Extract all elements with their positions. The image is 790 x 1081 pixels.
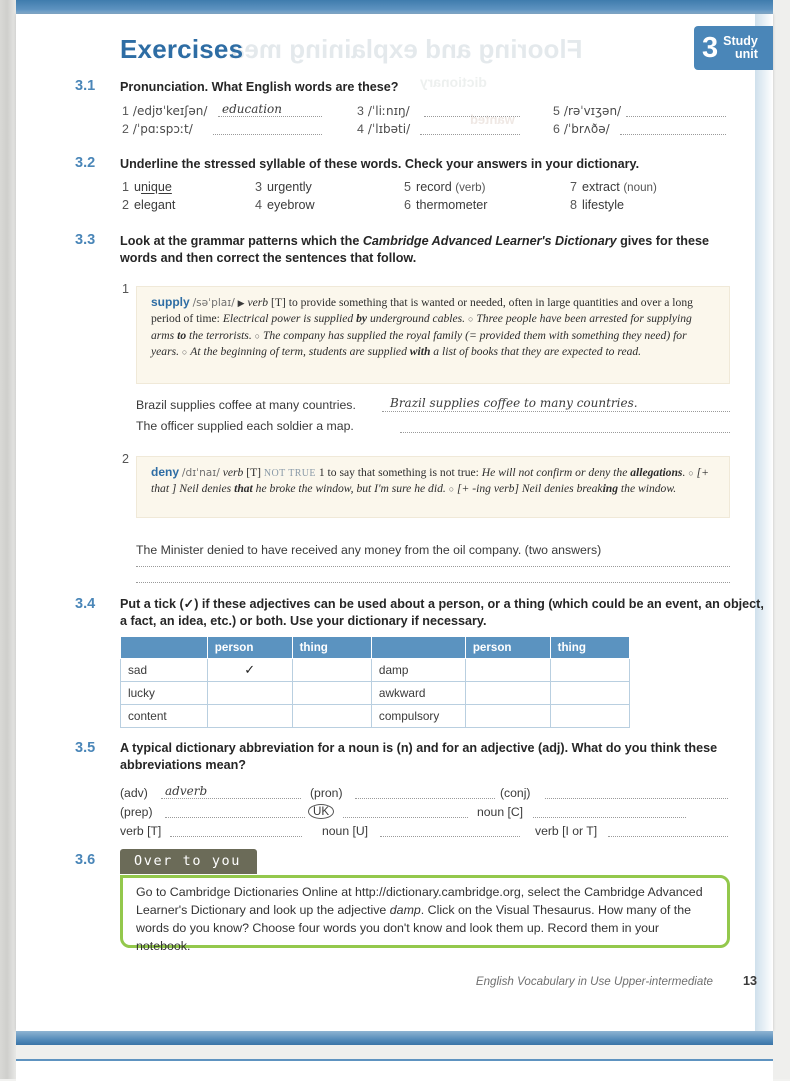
triangle-icon: ▶: [237, 298, 245, 308]
cell-word-left: sad: [121, 659, 208, 682]
stress-word-1[interactable]: [122, 180, 172, 194]
table-row: [121, 659, 630, 682]
ghost-text-tertiary: wanted: [470, 112, 515, 127]
sentence-text: The Minister denied to have received any money from the oil company. (two answers): [136, 543, 602, 557]
cell-thing-right[interactable]: [550, 659, 629, 682]
exercise-prompt-3-2: Underline the stressed syllable of these words. Check your answers in your dictionary.: [120, 157, 640, 171]
abbrev-line-pron[interactable]: [355, 798, 495, 799]
item-number: 2: [122, 198, 130, 212]
exercise-prompt-3-3: [120, 233, 740, 266]
unit-number: 3: [702, 31, 719, 64]
cell-word-right: compulsory: [371, 705, 465, 728]
stress-word-2[interactable]: [122, 198, 175, 212]
example-separator-icon: ○: [181, 347, 188, 358]
dict-ipa: /səˈplaɪ/: [192, 297, 235, 309]
item-number: 5: [553, 104, 560, 118]
otu-text-italic-word: damp: [389, 903, 421, 917]
pron-item-3: [357, 104, 410, 118]
table-header-blank-right: [371, 637, 465, 659]
dict-example-2b: he broke the window, but I'm sure he did.: [252, 482, 446, 496]
dict-definition: to say that something is not true:: [327, 466, 479, 479]
abbrev-line-conj[interactable]: [545, 798, 728, 799]
dict-example-4-bold: with: [409, 345, 431, 359]
item-number: 1: [122, 180, 130, 194]
page-title: Exercises: [120, 34, 244, 64]
item-number: 4: [255, 198, 263, 212]
cell-person-right[interactable]: [465, 705, 550, 728]
dict-example-1-bold: by: [356, 312, 368, 326]
exercise-number-3-1: 3.1: [75, 78, 96, 94]
pron-answer-line-3[interactable]: [424, 116, 520, 117]
abbrev-answer-adv[interactable]: adverb: [165, 784, 208, 798]
abbrev-label-noun-c: noun [C]: [477, 805, 524, 819]
unit-label-line2: unit: [734, 47, 758, 61]
cell-thing-right[interactable]: [550, 682, 629, 705]
correct-sentence-line-1[interactable]: [382, 411, 730, 412]
stress-word-7[interactable]: [570, 180, 657, 194]
exercise-number-3-3: 3.3: [75, 232, 96, 248]
word-text: elegant: [134, 198, 176, 212]
dict-pos: verb: [222, 466, 244, 479]
abbrev-label-conj: (conj): [500, 786, 531, 800]
abbrev-line-noun-u[interactable]: [380, 836, 520, 837]
word-pos: (verb): [455, 181, 486, 194]
item-number: 4: [357, 122, 364, 136]
abbrev-label-adv: (adv): [120, 786, 148, 800]
dict-example-1a: Electrical power is supplied: [222, 312, 357, 326]
word-prefix: u: [134, 180, 142, 194]
phonetic-transcription: /rəˈvɪʒən/: [563, 104, 622, 118]
item-number: 2: [122, 122, 129, 136]
dict-definition: to provide something that is wanted or needed, often in large quantities and over a long period of time:: [151, 296, 693, 326]
abbrev-line-noun-c[interactable]: [533, 817, 686, 818]
dict-example-4b: a list of books that they are expected to read.: [430, 345, 642, 359]
abbrev-label-verb-i-or-t: verb [I or T]: [535, 824, 598, 838]
unit-label: [723, 35, 758, 61]
exercise-number-3-4: 3.4: [75, 596, 96, 612]
adjective-table: [120, 636, 630, 728]
dict-ipa: /dɪˈnaɪ/: [181, 467, 220, 479]
dict-example-3a: The company has supplied the royal family (= provided them with something they need) for years.: [151, 328, 687, 359]
word-text: extract: [582, 180, 620, 194]
stress-word-4[interactable]: [255, 198, 315, 212]
table-header-blank-left: [121, 637, 208, 659]
exercise-prompt-3-1: Pronunciation. What English words are these?: [120, 80, 399, 94]
phonetic-transcription: /ˈliːnɪŋ/: [367, 104, 410, 118]
example-separator-icon: ○: [467, 314, 474, 325]
phonetic-transcription: /edjʊˈkeɪʃən/: [132, 104, 208, 118]
abbrev-line-uk[interactable]: [343, 817, 468, 818]
dict-example-2b: the terrorists.: [186, 328, 252, 342]
cell-word-right: damp: [371, 659, 465, 682]
cell-word-left: content: [121, 705, 208, 728]
pron-item-6: [553, 122, 610, 136]
cell-word-left: lucky: [121, 682, 208, 705]
dict-transitivity: [T]: [246, 466, 262, 479]
pron-item-5: [553, 104, 621, 118]
cell-person-right[interactable]: [465, 659, 550, 682]
dict-example-2a: [+ that ] Neil denies: [151, 466, 709, 496]
dict-example-1a: He will not confirm or deny the: [481, 466, 631, 479]
dict-headword: deny: [151, 465, 180, 479]
dict-example-2a: Three people have been arrested for supplying arms: [151, 312, 692, 342]
word-text: lifestyle: [582, 198, 625, 212]
item-number: 8: [570, 198, 578, 212]
cell-thing-left[interactable]: [292, 705, 371, 728]
item-number: 1: [122, 104, 129, 118]
correct-sentence-answer-1[interactable]: Brazil supplies coffee to many countries.: [390, 396, 638, 410]
dict-example-2-bold: that: [234, 482, 253, 496]
pron-answer-line-5[interactable]: [626, 116, 726, 117]
item-number: 6: [553, 122, 560, 136]
cell-thing-right[interactable]: [550, 705, 629, 728]
correct-sentence-prompt-2: The officer supplied each soldier a map.: [136, 419, 354, 433]
dict-item-number-2: 2: [122, 452, 130, 466]
abbrev-line-adv[interactable]: [161, 798, 301, 799]
pron-answer-line-6[interactable]: [620, 134, 726, 135]
exercise-number-3-5: 3.5: [75, 740, 96, 756]
pron-item-4: [357, 122, 410, 136]
exercise-prompt-3-5: A typical dictionary abbreviation for a noun is (n) and for an adjective (adj). What do you think these abbreviations mean?: [120, 741, 718, 772]
abbrev-line-prep[interactable]: [165, 817, 305, 818]
study-unit-badge: [694, 26, 773, 70]
scan-edge-shadow: [0, 0, 16, 1079]
dict-pos: verb: [247, 296, 269, 309]
otu-text-part-2: . Click on the Visual Thesaurus. How many of the words do you know? Choose four words you don't know and look them up. Record them in your notebook.: [136, 903, 691, 953]
stress-word-8[interactable]: [570, 198, 624, 212]
cell-person-left[interactable]: [207, 705, 292, 728]
dict-guideword: NOT TRUE: [263, 468, 316, 479]
correct-sentence-line-4[interactable]: [136, 582, 730, 583]
dict-example-3b: the window.: [618, 482, 677, 496]
unit-label-line1: Study: [723, 34, 758, 48]
pron-answer-1[interactable]: education: [222, 102, 282, 116]
over-to-you-text: [136, 883, 716, 955]
table-header-person-right: person: [465, 637, 550, 659]
cell-person-left[interactable]: ✓: [207, 659, 292, 682]
pron-answer-line-1[interactable]: [218, 116, 322, 117]
dict-headword: supply: [151, 295, 190, 309]
abbrev-label-noun-u: noun [U]: [322, 824, 369, 838]
abbrev-line-verb-i-or-t[interactable]: [608, 836, 728, 837]
dictionary-entry-deny: [136, 456, 730, 518]
table-row: [121, 705, 630, 728]
table-header-person-left: person: [207, 637, 292, 659]
footer-page-number: 13: [742, 974, 757, 988]
exercise-prompt-3-4: Put a tick (✓) if these adjectives can be used about a person, or a thing (which could be an event, an object, a fact, an idea, etc.) or both. Use your dictionary if necessary.: [120, 597, 764, 628]
example-separator-icon: ○: [254, 330, 261, 341]
dict-transitivity: [T]: [271, 296, 286, 309]
phonetic-transcription: /ˈbrʌðə/: [563, 122, 610, 136]
dictionary-entry-supply: [136, 286, 730, 384]
exercise-number-3-6: 3.6: [75, 852, 96, 868]
stress-word-6[interactable]: [404, 198, 487, 212]
next-page-edge: [16, 1059, 773, 1081]
dict-example-1b: .: [682, 466, 686, 479]
abbrev-line-verb-t[interactable]: [170, 836, 302, 837]
dict-example-2-bold: to: [177, 328, 187, 342]
correct-sentence-line-3[interactable]: [136, 566, 730, 567]
pron-answer-line-4[interactable]: [420, 134, 520, 135]
table-header-thing-left: thing: [292, 637, 371, 659]
dict-example-1b: underground cables.: [367, 312, 466, 326]
footer-book-title: English Vocabulary in Use Upper-intermediate: [475, 975, 713, 988]
otu-text-part-1: Go to Cambridge Dictionaries Online at http://dictionary.cambridge.org, select the Cambridge Advanced Learner's Dictionary and look up the adjective: [136, 885, 703, 917]
stress-word-3[interactable]: [255, 180, 312, 194]
item-number: 3: [255, 180, 263, 194]
pron-answer-line-2[interactable]: [213, 134, 322, 135]
word-text: thermometer: [416, 198, 488, 212]
exercise-number-3-2: 3.2: [75, 155, 96, 171]
dict-item-number-1: 1: [122, 282, 130, 296]
word-stressed-syllable: nique: [141, 180, 172, 194]
cell-word-right: awkward: [371, 682, 465, 705]
item-number: 5: [404, 180, 412, 194]
item-number: 7: [570, 180, 578, 194]
pron-item-1: [122, 104, 207, 118]
word-pos: (noun): [623, 181, 657, 194]
prompt-part-1: Look at the grammar patterns which the: [120, 234, 363, 248]
word-text: record: [416, 180, 452, 194]
table-header-row: [121, 637, 630, 659]
cell-thing-left[interactable]: [292, 682, 371, 705]
correct-sentence-prompt-3: [136, 543, 601, 557]
dict-example-4a: At the beginning of term, students are supplied: [190, 345, 410, 359]
table-row: [121, 682, 630, 705]
over-to-you-tab: Over to you: [120, 849, 257, 874]
abbrev-label-prep: (prep): [120, 805, 153, 819]
ghost-text-title: Flooring and explaining mea: [230, 34, 583, 64]
stress-word-5[interactable]: [404, 180, 486, 194]
item-number: 6: [404, 198, 412, 212]
cell-person-right[interactable]: [465, 682, 550, 705]
dict-example-3-bold: ing: [602, 482, 619, 496]
cell-thing-left[interactable]: [292, 659, 371, 682]
item-number: 3: [357, 104, 364, 118]
circled-uk-marker: UK: [308, 804, 334, 819]
dict-example-3a: [+ -ing verb] Neil denies break: [457, 482, 603, 496]
abbrev-label-verb-t: verb [T]: [120, 824, 162, 838]
correct-sentence-prompt-1: Brazil supplies coffee at many countries.: [136, 398, 356, 412]
prompt-dictionary-name: Cambridge Advanced Learner's Dictionary: [362, 234, 617, 248]
page-bottom-blue-band: [16, 1031, 773, 1045]
example-separator-icon: ○: [448, 484, 455, 495]
phonetic-transcription: /ˈlɪbəti/: [367, 122, 411, 136]
prompt-part-2: gives for these words and then correct the sentences that follow.: [120, 234, 709, 265]
dict-sense-number: 1: [318, 466, 325, 479]
ghost-text-secondary: dictionary: [420, 74, 487, 90]
abbrev-label-uk: [308, 804, 334, 819]
correct-sentence-line-2[interactable]: [400, 432, 730, 433]
word-text: urgently: [267, 180, 312, 194]
cell-person-left[interactable]: [207, 682, 292, 705]
pron-item-2: [122, 122, 193, 136]
example-separator-icon: ○: [688, 468, 694, 478]
dict-example-1-bold: allegations: [630, 466, 683, 479]
abbrev-label-pron: (pron): [310, 786, 343, 800]
word-text: eyebrow: [267, 198, 315, 212]
phonetic-transcription: /ˈpɑːspɔːt/: [132, 122, 193, 136]
table-header-thing-right: thing: [550, 637, 629, 659]
